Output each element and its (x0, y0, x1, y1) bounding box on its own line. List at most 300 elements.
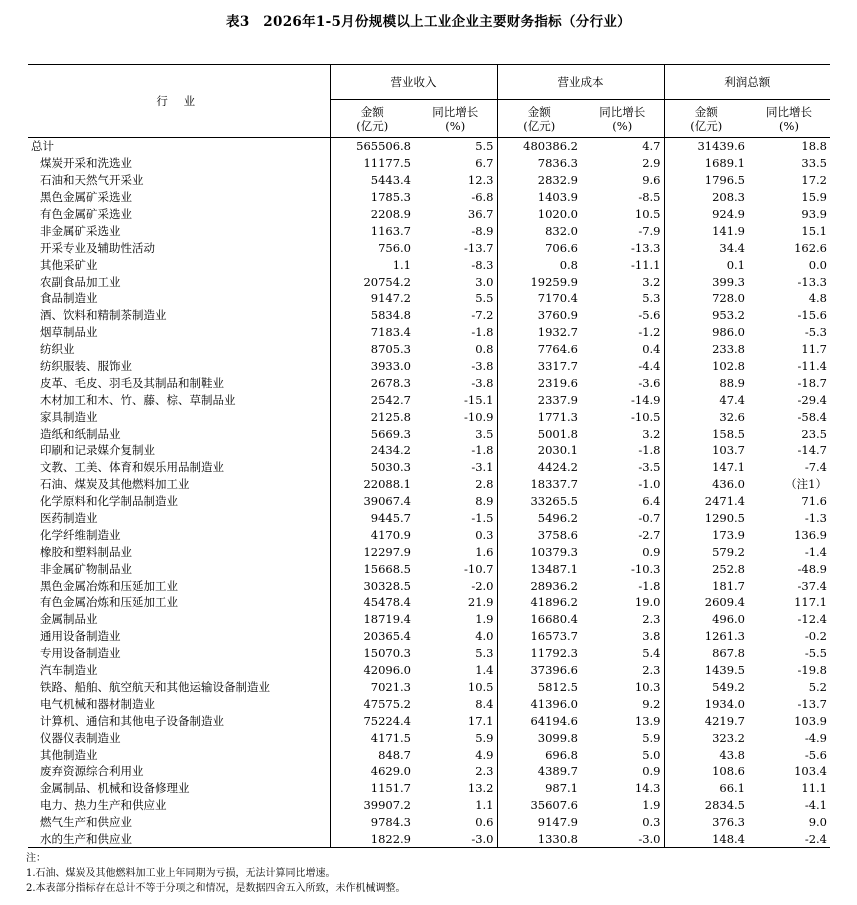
profit-amount-cell: 2471.4 (664, 493, 748, 510)
profit-growth-cell: -0.2 (804, 629, 827, 644)
industry-name-cell: 纺织服装、服饰业 (40, 359, 132, 374)
table-row (28, 206, 830, 223)
profit-growth-cell: 23.5 (801, 426, 827, 441)
table-row (28, 493, 830, 510)
industry-name-cell: 石油和天然气开采业 (40, 173, 144, 188)
cost-growth-cell: -1.8 (638, 443, 661, 458)
profit-growth-cell: -19.8 (797, 663, 827, 678)
cost-growth-cell: 5.3 (642, 291, 661, 306)
revenue-growth-cell: 0.3 (475, 527, 494, 542)
table-row (28, 290, 830, 307)
profit-growth-cell: 103.4 (794, 764, 827, 779)
cost-amount-cell: 19259.9 (497, 273, 581, 290)
revenue-amount-cell: 20365.4 (330, 628, 414, 645)
table-row (28, 358, 830, 375)
table-row (28, 679, 830, 696)
industry-name-cell: 黑色金属冶炼和压延加工业 (40, 578, 178, 593)
revenue-growth-cell: -1.5 (471, 511, 494, 526)
cost-growth-cell: 10.3 (634, 679, 661, 694)
profit-amount-cell: 233.8 (664, 341, 748, 358)
industry-name-cell: 金属制品、机械和设备修理业 (40, 781, 190, 796)
revenue-amount-cell: 565506.8 (330, 138, 414, 155)
revenue-amount-cell: 7183.4 (330, 324, 414, 341)
industry-name-cell: 酒、饮料和精制茶制造业 (40, 308, 167, 323)
profit-growth-cell: 11.7 (801, 342, 827, 357)
profit-growth-cell: 93.9 (801, 207, 827, 221)
profit-amount-cell: 1934.0 (664, 695, 748, 712)
cost-amount-cell: 3760.9 (497, 307, 581, 324)
profit-growth-cell: 0.0 (808, 257, 827, 272)
revenue-group-header: 营业收入 (330, 65, 497, 100)
revenue-growth-cell: 1.9 (475, 612, 494, 627)
profit-growth-cell: 71.6 (801, 494, 827, 509)
profit-growth-cell: -5.3 (804, 325, 827, 340)
cost-growth-cell: 19.0 (634, 595, 661, 610)
profit-growth-cell: -14.7 (797, 443, 827, 458)
cost-amount-cell: 7170.4 (497, 290, 581, 307)
revenue-growth-cell: -7.2 (471, 308, 494, 323)
table-row (28, 560, 830, 577)
profit-amount-cell: 323.2 (664, 729, 748, 746)
cost-growth-cell: -14.9 (631, 392, 661, 407)
table-row (28, 155, 830, 172)
cost-growth-cell: -5.6 (638, 308, 661, 323)
cost-amount-cell: 2337.9 (497, 391, 581, 408)
table-row (28, 712, 830, 729)
profit-amount-cell: 141.9 (664, 222, 748, 239)
industry-name-cell: 医药制造业 (40, 511, 98, 526)
profit-amount-cell: 103.7 (664, 442, 748, 459)
profit-growth-cell: -37.4 (797, 578, 827, 593)
cost-amount-cell: 4389.7 (497, 763, 581, 780)
revenue-growth-cell: -1.8 (471, 443, 494, 458)
cost-amount-cell: 18337.7 (497, 476, 581, 493)
cost-growth-cell: -4.4 (638, 359, 661, 374)
cost-amount-cell: 33265.5 (497, 493, 581, 510)
cost-growth-cell: 5.9 (642, 730, 661, 745)
cost-amount-cell: 5812.5 (497, 679, 581, 696)
profit-amount-cell: 181.7 (664, 577, 748, 594)
profit-amount-cell: 1689.1 (664, 155, 748, 172)
revenue-amount-cell: 5030.3 (330, 459, 414, 476)
table-row (28, 662, 830, 679)
table-row (28, 425, 830, 442)
profit-group-header: 利润总额 (664, 65, 830, 100)
cost-amount-cell: 28936.2 (497, 577, 581, 594)
profit-amount-cell: 34.4 (664, 239, 748, 256)
cost-amount-cell: 9147.9 (497, 814, 581, 831)
revenue-amount-cell: 3933.0 (330, 358, 414, 375)
cost-amount-header (497, 100, 581, 138)
profit-amount-cell: 47.4 (664, 391, 748, 408)
profit-amount-cell: 1261.3 (664, 628, 748, 645)
table-body (28, 138, 830, 848)
cost-amount-cell: 2832.9 (497, 172, 581, 189)
profit-growth-cell: -1.4 (804, 544, 827, 559)
profit-growth-cell: 136.9 (794, 527, 827, 542)
profit-amount-cell: 158.5 (664, 425, 748, 442)
revenue-amount-cell: 9445.7 (330, 510, 414, 527)
table-row (28, 256, 830, 273)
growth-label: 同比增长 (432, 104, 479, 119)
profit-amount-cell: 728.0 (664, 290, 748, 307)
revenue-growth-cell: 6.7 (475, 156, 494, 171)
industry-name-cell: 总计 (31, 139, 54, 154)
revenue-growth-cell: -3.8 (471, 359, 494, 374)
table-row (28, 341, 830, 358)
revenue-growth-cell: -6.8 (471, 190, 494, 205)
table-row (28, 543, 830, 560)
profit-growth-cell: 162.6 (794, 240, 827, 255)
cost-growth-cell: 13.9 (634, 713, 661, 728)
industry-name-cell: 仪器仪表制造业 (40, 730, 121, 745)
table-row (28, 324, 830, 341)
revenue-growth-cell: -15.1 (464, 392, 494, 407)
profit-amount-cell: 1290.5 (664, 510, 748, 527)
industry-name-cell: 铁路、船舶、航空航天和其他运输设备制造业 (40, 679, 270, 694)
industry-name-cell: 水的生产和供应业 (28, 831, 330, 848)
table-row (28, 814, 830, 831)
profit-amount-cell: 986.0 (664, 324, 748, 341)
profit-amount-cell: 924.9 (664, 206, 748, 223)
table-row (28, 526, 830, 543)
cost-growth-cell: 0.9 (642, 544, 661, 559)
revenue-growth-cell: -10.7 (464, 561, 494, 576)
revenue-growth-cell: 3.0 (475, 274, 494, 289)
revenue-growth-cell: 0.8 (475, 342, 494, 357)
profit-amount-cell: 496.0 (664, 611, 748, 628)
revenue-growth-cell: 4.0 (475, 629, 494, 644)
cost-amount-cell: 41396.0 (497, 695, 581, 712)
profit-growth-header (748, 100, 830, 138)
industry-header: 行 业 (28, 65, 330, 138)
revenue-growth-cell: 36.7 (467, 207, 494, 221)
table-row (28, 307, 830, 324)
cost-growth-cell: -7.9 (638, 223, 661, 238)
industry-name-cell: 农副食品加工业 (40, 274, 121, 289)
cost-growth-cell: -1.0 (638, 477, 661, 492)
cost-growth-cell: 2.3 (642, 663, 661, 678)
profit-growth-cell: -12.4 (797, 612, 827, 627)
profit-growth-cell: -4.9 (804, 730, 827, 745)
profit-growth-cell: 18.8 (801, 139, 827, 154)
revenue-amount-cell: 756.0 (330, 239, 414, 256)
growth-unit: (%) (612, 118, 633, 133)
profit-growth-cell: -11.4 (797, 359, 827, 374)
cost-amount-cell: 2030.1 (497, 442, 581, 459)
revenue-growth-cell: 5.5 (475, 291, 494, 306)
revenue-amount-cell: 1.1 (330, 256, 414, 273)
cost-amount-cell: 1771.3 (497, 408, 581, 425)
industry-name-cell: 黑色金属矿采选业 (40, 190, 132, 205)
industry-name-cell: 其他采矿业 (40, 257, 98, 272)
cost-amount-cell: 2319.6 (497, 374, 581, 391)
industry-name-cell: 橡胶和塑料制品业 (40, 544, 132, 559)
revenue-growth-cell: 1.6 (475, 544, 494, 559)
industry-name-cell: 废弃资源综合利用业 (40, 764, 144, 779)
industry-name-cell: 化学纤维制造业 (40, 527, 121, 542)
industry-name-cell: 化学原料和化学制品制造业 (40, 494, 178, 509)
table-row (28, 780, 830, 797)
revenue-amount-cell: 11177.5 (330, 155, 414, 172)
table-row (28, 476, 830, 493)
industry-name-cell: 有色金属冶炼和压延加工业 (40, 595, 178, 610)
profit-amount-cell: 953.2 (664, 307, 748, 324)
revenue-growth-cell: -3.0 (414, 831, 497, 848)
revenue-amount-cell: 47575.2 (330, 695, 414, 712)
cost-amount-cell: 0.8 (497, 256, 581, 273)
revenue-growth-cell: 13.2 (467, 781, 494, 796)
profit-amount-cell: 43.8 (664, 746, 748, 763)
cost-growth-cell: 0.3 (642, 815, 661, 830)
cost-amount-cell: 1020.0 (497, 206, 581, 223)
profit-growth-cell: -48.9 (797, 561, 827, 576)
revenue-growth-cell: -13.7 (464, 240, 494, 255)
profit-growth-cell: 17.2 (801, 173, 827, 188)
table-row (28, 628, 830, 645)
cost-growth-cell: -0.7 (638, 511, 661, 526)
revenue-amount-cell: 22088.1 (330, 476, 414, 493)
cost-growth-cell: 0.4 (642, 342, 661, 357)
note-2: 2.本表部分指标存在总计不等于分项之和情况，是数据四舍五入所致，未作机械调整。 (26, 883, 406, 894)
revenue-amount-cell: 2125.8 (330, 408, 414, 425)
revenue-amount-cell: 2208.9 (330, 206, 414, 223)
cost-growth-cell: 3.2 (642, 426, 661, 441)
industry-name-cell: 纺织业 (40, 342, 75, 357)
revenue-amount-cell: 42096.0 (330, 662, 414, 679)
profit-growth-cell: -1.3 (804, 511, 827, 526)
cost-group-header: 营业成本 (497, 65, 664, 100)
cost-amount-cell: 1330.8 (497, 831, 581, 848)
revenue-growth-cell: -3.8 (471, 375, 494, 390)
revenue-growth-cell: 3.5 (475, 426, 494, 441)
industry-name-cell: 非金属矿采选业 (40, 223, 121, 238)
profit-growth-cell: 11.1 (801, 781, 827, 796)
industry-name-cell: 食品制造业 (40, 291, 98, 306)
revenue-amount-cell: 1151.7 (330, 780, 414, 797)
table-row (28, 138, 830, 155)
profit-growth-cell: -5.6 (804, 747, 827, 762)
amount-unit: (亿元) (356, 118, 389, 133)
profit-amount-cell: 208.3 (664, 189, 748, 206)
table-row (28, 729, 830, 746)
revenue-amount-cell: 39067.4 (330, 493, 414, 510)
cost-growth-cell: 5.0 (642, 747, 661, 762)
amount-label: 金额 (694, 104, 718, 119)
revenue-growth-cell: 17.1 (467, 713, 494, 728)
cost-amount-cell: 696.8 (497, 746, 581, 763)
profit-growth-cell: 5.2 (808, 679, 827, 694)
profit-amount-cell: 173.9 (664, 526, 748, 543)
industry-name-cell: 电力、热力生产和供应业 (40, 798, 167, 813)
cost-amount-cell: 480386.2 (497, 138, 581, 155)
profit-growth-cell: -29.4 (797, 392, 827, 407)
revenue-amount-cell: 2434.2 (330, 442, 414, 459)
revenue-growth-cell: -8.9 (471, 223, 494, 238)
table-row (28, 763, 830, 780)
industry-name-cell: 汽车制造业 (40, 663, 98, 678)
cost-growth-cell: -1.2 (638, 325, 661, 340)
cost-amount-cell: 41896.2 (497, 594, 581, 611)
revenue-amount-cell: 7021.3 (330, 679, 414, 696)
revenue-growth-cell: -3.1 (471, 460, 494, 475)
cost-amount-cell: 64194.6 (497, 712, 581, 729)
growth-label: 同比增长 (599, 104, 646, 119)
table-row (28, 797, 830, 814)
cost-growth-cell: 5.4 (642, 646, 661, 661)
cost-growth-cell: 9.6 (642, 173, 661, 188)
revenue-growth-cell: 2.3 (475, 764, 494, 779)
profit-growth-cell: -5.5 (804, 646, 827, 661)
profit-amount-cell: 399.3 (664, 273, 748, 290)
profit-growth-cell: -13.7 (797, 696, 827, 711)
industry-name-cell: 烟草制品业 (40, 325, 98, 340)
industry-name-cell: 非金属矿物制品业 (40, 561, 132, 576)
cost-amount-cell: 16573.7 (497, 628, 581, 645)
profit-growth-cell: 9.0 (808, 815, 827, 830)
cost-amount-cell: 4424.2 (497, 459, 581, 476)
profit-amount-cell: 549.2 (664, 679, 748, 696)
table-row (28, 408, 830, 425)
revenue-growth-cell: -10.9 (464, 409, 494, 424)
cost-amount-cell: 5001.8 (497, 425, 581, 442)
revenue-amount-cell: 1785.3 (330, 189, 414, 206)
cost-growth-header (581, 100, 664, 138)
table-row (28, 695, 830, 712)
table-row (28, 611, 830, 628)
growth-unit: (%) (445, 118, 466, 133)
cost-amount-cell: 3099.8 (497, 729, 581, 746)
industry-name-cell: 造纸和纸制品业 (40, 426, 121, 441)
cost-growth-cell: -8.5 (638, 190, 661, 205)
profit-amount-cell: 436.0 (664, 476, 748, 493)
cost-growth-cell: 6.4 (642, 494, 661, 509)
cost-amount-cell: 35607.6 (497, 797, 581, 814)
table-row (28, 273, 830, 290)
cost-amount-cell: 7836.3 (497, 155, 581, 172)
cost-growth-cell: -3.0 (581, 831, 664, 848)
profit-growth-cell: -13.3 (797, 274, 827, 289)
profit-amount-cell: 1796.5 (664, 172, 748, 189)
cost-amount-cell: 1932.7 (497, 324, 581, 341)
profit-growth-cell: 15.9 (801, 190, 827, 205)
industry-name-cell: 皮革、毛皮、羽毛及其制品和制鞋业 (40, 375, 224, 390)
amount-unit: (亿元) (523, 118, 556, 133)
growth-label: 同比增长 (766, 104, 812, 119)
cost-amount-cell: 706.6 (497, 239, 581, 256)
table-row (28, 746, 830, 763)
financial-indicators-table (28, 64, 830, 848)
table-title: 表3 2026年1-5月份规模以上工业企业主要财务指标（分行业） (226, 14, 631, 30)
revenue-amount-cell: 4170.9 (330, 526, 414, 543)
profit-amount-cell: 32.6 (664, 408, 748, 425)
profit-growth-cell: -2.4 (748, 831, 830, 848)
cost-growth-cell: -2.7 (638, 527, 661, 542)
industry-name-cell: 计算机、通信和其他电子设备制造业 (40, 713, 224, 728)
revenue-amount-cell: 5669.3 (330, 425, 414, 442)
revenue-amount-cell: 1822.9 (330, 831, 414, 848)
profit-amount-cell: 0.1 (664, 256, 748, 273)
profit-growth-cell: -4.1 (804, 798, 827, 813)
profit-growth-cell: -7.4 (804, 460, 827, 475)
cost-growth-cell: -3.6 (638, 375, 661, 390)
table-row (28, 189, 830, 206)
profit-amount-cell: 2834.5 (664, 797, 748, 814)
revenue-growth-cell: 8.4 (475, 696, 494, 711)
industry-name-cell: 煤炭开采和洗选业 (40, 156, 132, 171)
cost-growth-cell: -10.5 (631, 409, 661, 424)
cost-amount-cell: 987.1 (497, 780, 581, 797)
cost-growth-cell: 3.8 (642, 629, 661, 644)
revenue-amount-cell: 5443.4 (330, 172, 414, 189)
cost-amount-cell: 832.0 (497, 222, 581, 239)
table-row (28, 510, 830, 527)
profit-amount-cell: 148.4 (664, 831, 748, 848)
revenue-growth-cell: 5.9 (475, 730, 494, 745)
profit-growth-cell: 117.1 (794, 595, 827, 610)
profit-amount-cell: 1439.5 (664, 662, 748, 679)
industry-name-cell: 燃气生产和供应业 (40, 815, 132, 830)
revenue-amount-cell: 18719.4 (330, 611, 414, 628)
revenue-amount-cell: 15070.3 (330, 645, 414, 662)
profit-amount-cell: 867.8 (664, 645, 748, 662)
industry-name-cell: 文教、工美、体育和娱乐用品制造业 (40, 460, 224, 475)
industry-name-cell: 开采专业及辅助性活动 (40, 240, 155, 255)
revenue-amount-cell: 2678.3 (330, 374, 414, 391)
revenue-amount-cell: 4171.5 (330, 729, 414, 746)
revenue-growth-cell: 4.9 (475, 747, 494, 762)
cost-growth-cell: 0.9 (642, 764, 661, 779)
cost-growth-cell: 10.5 (634, 207, 661, 221)
revenue-growth-cell: 2.8 (475, 477, 494, 492)
cost-amount-cell: 7764.6 (497, 341, 581, 358)
profit-amount-cell: 2609.4 (664, 594, 748, 611)
profit-amount-cell: 108.6 (664, 763, 748, 780)
table-row (28, 172, 830, 189)
revenue-amount-cell: 12297.9 (330, 543, 414, 560)
revenue-growth-cell: 10.5 (467, 679, 494, 694)
revenue-amount-header (330, 100, 414, 138)
cost-growth-cell: 2.3 (642, 612, 661, 627)
table-row (28, 645, 830, 662)
amount-unit: (亿元) (690, 118, 723, 133)
table-row (28, 459, 830, 476)
cost-growth-cell: 14.3 (634, 781, 661, 796)
revenue-amount-cell: 9784.3 (330, 814, 414, 831)
cost-amount-cell: 3758.6 (497, 526, 581, 543)
table-row (28, 374, 830, 391)
table-row (28, 239, 830, 256)
cost-amount-cell: 1403.9 (497, 189, 581, 206)
revenue-growth-cell: 1.1 (475, 798, 494, 813)
note-1: 1.石油、煤炭及其他燃料加工业上年同期为亏损，无法计算同比增速。 (26, 868, 336, 879)
profit-amount-header (664, 100, 748, 138)
cost-amount-cell: 37396.6 (497, 662, 581, 679)
revenue-growth-cell: 5.5 (475, 139, 494, 154)
profit-growth-cell: -18.7 (797, 375, 827, 390)
revenue-amount-cell: 45478.4 (330, 594, 414, 611)
cost-growth-cell: -11.1 (631, 257, 661, 272)
profit-amount-cell: 4219.7 (664, 712, 748, 729)
industry-name-cell: 有色金属矿采选业 (40, 207, 132, 221)
profit-amount-cell: 31439.6 (664, 138, 748, 155)
profit-growth-cell: 15.1 (801, 223, 827, 238)
revenue-amount-cell: 15668.5 (330, 560, 414, 577)
revenue-growth-cell: 1.4 (475, 663, 494, 678)
profit-amount-cell: 579.2 (664, 543, 748, 560)
cost-amount-cell: 3317.7 (497, 358, 581, 375)
revenue-amount-cell: 2542.7 (330, 391, 414, 408)
